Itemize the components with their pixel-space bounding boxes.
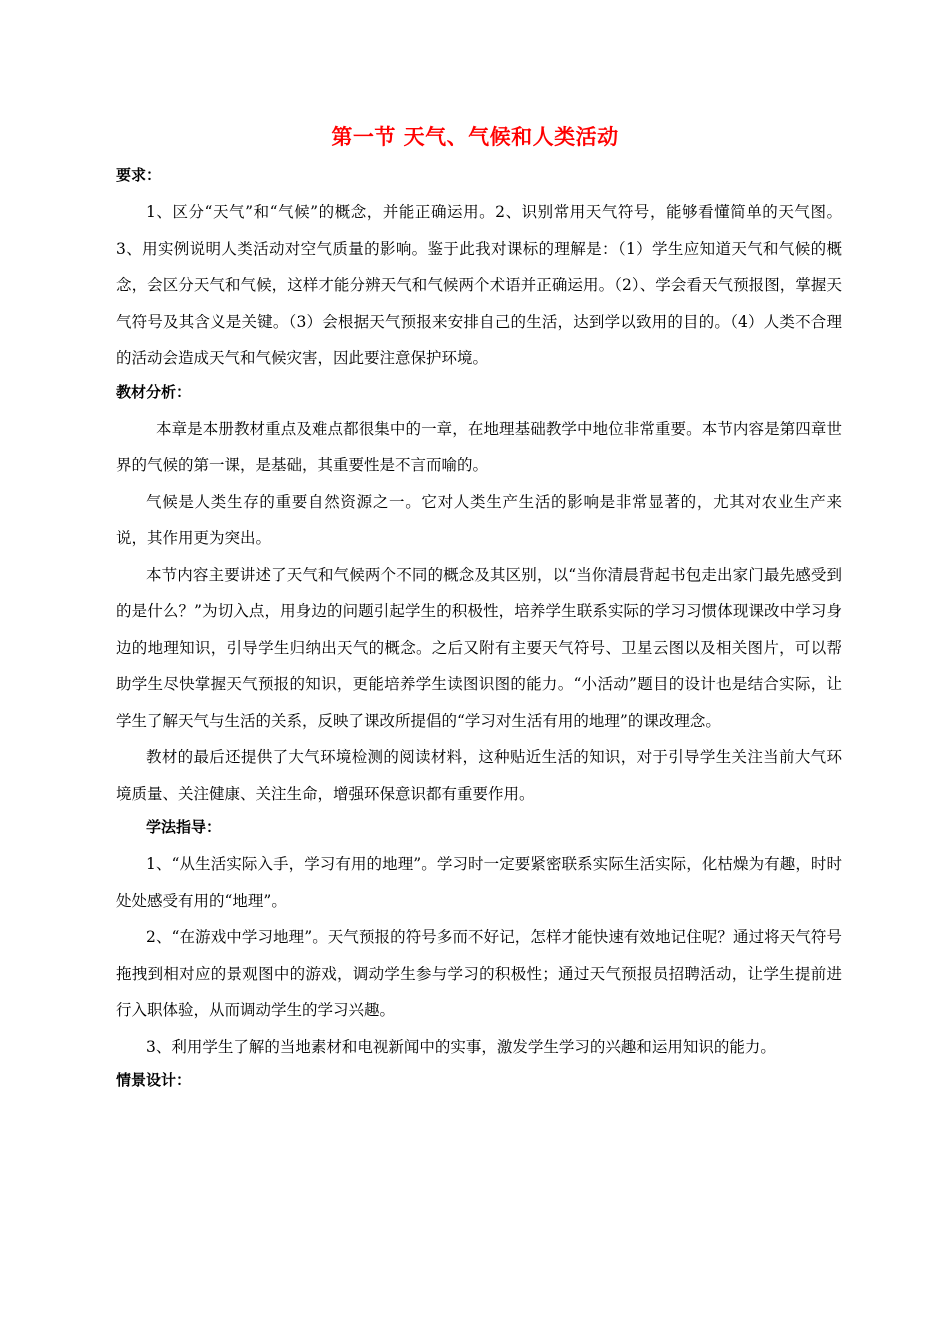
section-heading-study-guide: 学法指导： [146,818,222,836]
material-analysis-paragraph-4: 教材的最后还提供了大气环境检测的阅读材料，这种贴近生活的知识，对于引导学生关注当前大气环境质量、关注健康、关注生命，增强环保意识都有重要作用。 [116,748,842,803]
section-heading-scenario-design: 情景设计： [116,1071,192,1089]
section-heading-material-analysis: 教材分析： [116,382,192,401]
material-analysis-paragraph-3: 本节内容主要讲述了天气和气候两个不同的概念及其区别，以“当你清晨背起书包走出家门最先感受到的是什么？”为切入点，用身边的问题引起学生的积极性，培养学生联系实际的学习习惯体现课改中学习身边的地理知识，引导学生归纳出天气的概念。之后又附有主要天气符号、卫星云图以及相关图片，可以帮助学生尽快掌握天气预报的知识，更能培养学生读图识图的能力。“小活动”题目的设计也是结合实际，让学生了解天气与生活的关系，反映了课改所提倡的“学习对生活有用的地理”的课改理念。 [116,565,842,730]
material-analysis-paragraph-1: 本章是本册教材重点及难点都很集中的一章，在地理基础教学中地位非常重要。本节内容是第四章世界的气候的第一课，是基础，其重要性是不言而喻的。 [116,419,842,474]
study-guide-item-2: 2、“在游戏中学习地理”。天气预报的符号多而不好记，怎样才能快速有效地记住呢？通过将天气符号拖拽到相对应的景观图中的游戏，调动学生参与学习的积极性；通过天气预报员招聘活动，让学生提前进行入职体验，从而调动学生的学习兴趣。 [116,928,842,1019]
section-heading-requirements: 要求： [116,166,162,184]
study-guide-item-1: 1、“从生活实际入手，学习有用的地理”。学习时一定要紧密联系实际生活实际，化枯燥为有趣，时时处处感受有用的“地理”。 [116,855,842,910]
study-guide-item-3: 3、利用学生了解的当地素材和电视新闻中的实事，激发学生学习的兴趣和运用知识的能力。 [146,1037,776,1056]
page-title: 第一节 天气、气候和人类活动 [331,125,619,149]
document-body [116,160,842,1099]
material-analysis-paragraph-2: 气候是人类生存的重要自然资源之一。它对人类生产生活的影响是非常显著的，尤其对农业生产来说，其作用更为突出。 [116,492,842,547]
requirements-paragraph: 1、区分“天气”和“气候”的概念，并能正确运用。2、识别常用天气符号，能够看懂简单的天气图。3、用实例说明人类活动对空气质量的影响。鉴于此我对课标的理解是：（1）学生应知道天气和气候的概念，会区分天气和气候，这样才能分辨天气和气候两个术语并正确运用。（2）、学会看天气预报图，掌握天气符号及其含义是关键。（3）会根据天气预报来安排自己的生活，达到学以致用的目的。（4）人类不合理的活动会造成天气和气候灾害，因此要注意保护环境。 [116,203,842,367]
